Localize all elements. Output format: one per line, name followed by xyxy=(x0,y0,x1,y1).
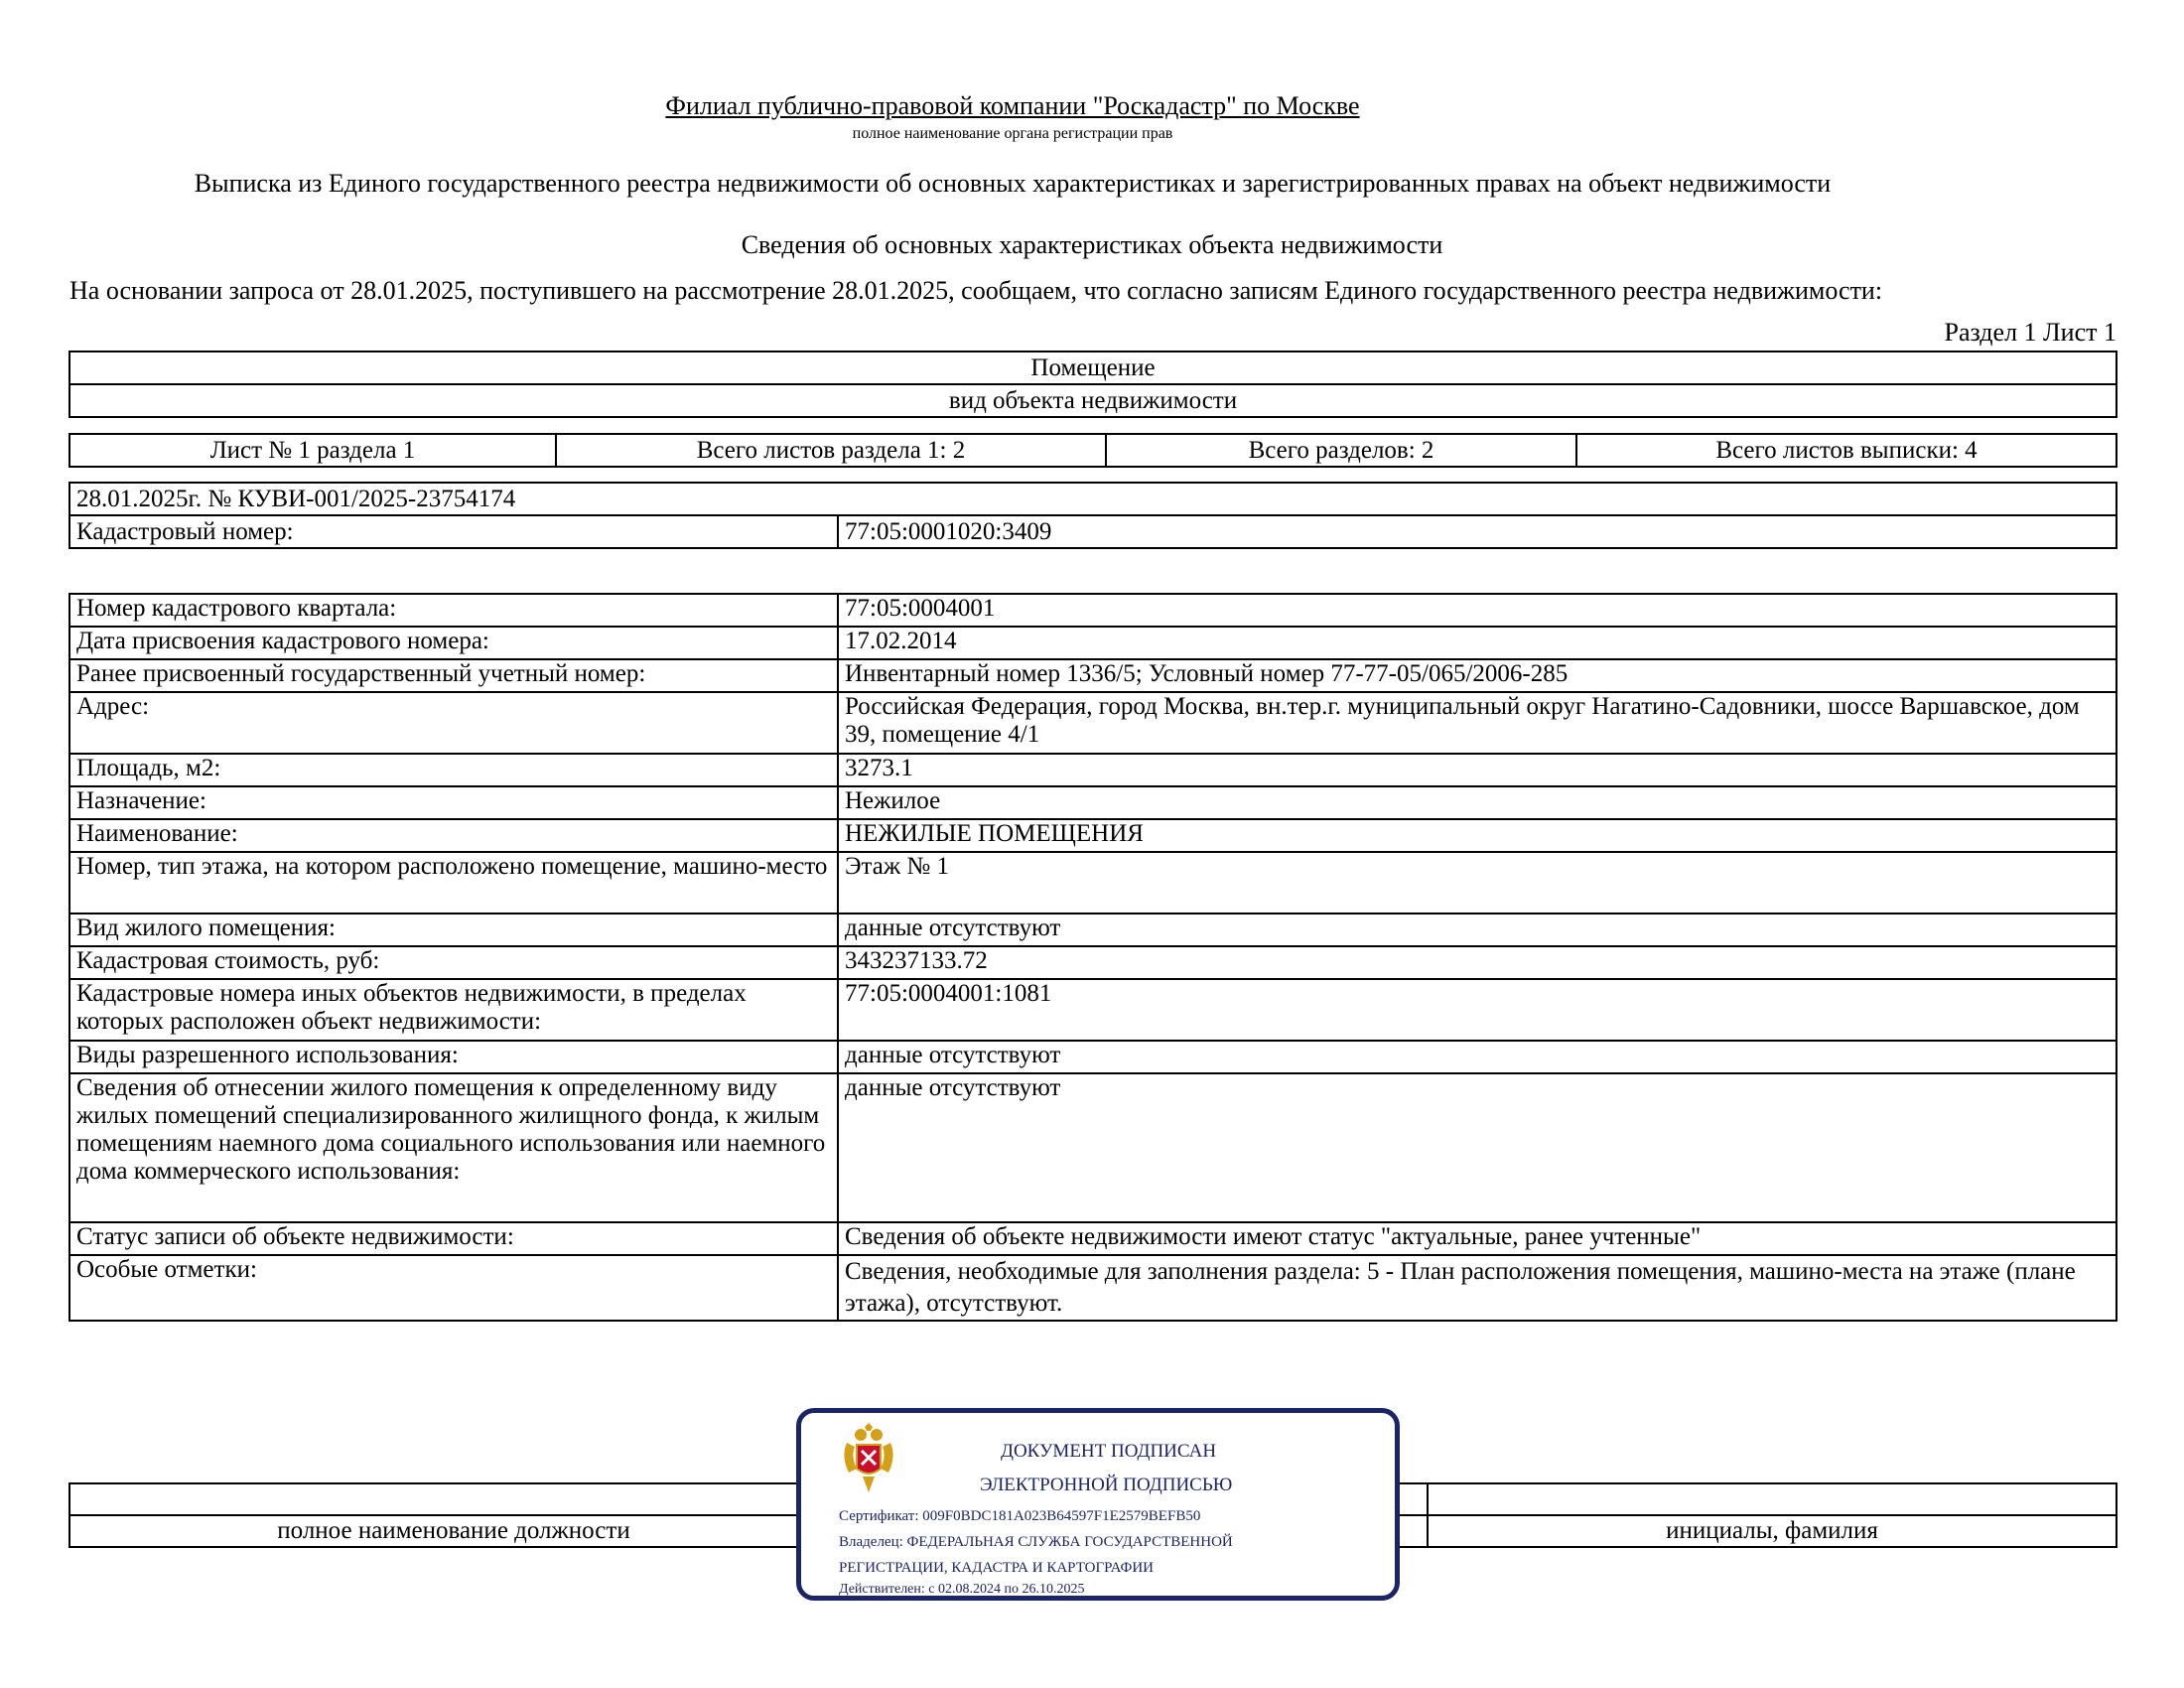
table-row: Адрес: Российская Федерация, город Москва, вн.тер.г. муниципальный округ Нагатино-Садовники, шоссе Варшавское, дом 39, помещение 4/1 xyxy=(69,692,2116,754)
document-title: Выписка из Единого государственного реестра недвижимости об основных характеристиках и зарегистрированных правах на объект недвижимости xyxy=(194,169,1832,198)
section-count: Всего разделов: 2 xyxy=(1106,434,1576,467)
section-sheet-label: Раздел 1 Лист 1 xyxy=(1944,318,2116,347)
coat-of-arms-icon xyxy=(837,1423,900,1496)
name-caption: инициалы, фамилия xyxy=(1428,1515,2116,1547)
record-number: 28.01.2025г. № КУВИ-001/2025-23754174 xyxy=(69,483,2116,515)
position-field xyxy=(69,1483,838,1515)
table-row: Номер кадастрового квартала: 77:05:0004001 xyxy=(69,594,2116,627)
table-row: Наименование: НЕЖИЛЫЕ ПОМЕЩЕНИЯ xyxy=(69,819,2116,852)
cadastral-number-value: 77:05:0001020:3409 xyxy=(838,515,2116,548)
stamp-line-1: ДОКУМЕНТ ПОДПИСАН xyxy=(1001,1441,1217,1462)
electronic-signature-stamp xyxy=(796,1408,1400,1601)
sheet-info-table xyxy=(68,433,2117,468)
characteristics-table xyxy=(68,593,2117,1322)
section-title: Сведения об основных характеристиках объекта недвижимости xyxy=(741,230,1443,259)
table-row: Сведения об отнесении жилого помещения к определенному виду жилых помещений специализированного жилищного фонда, к жилым помещениям наемного дома социального использования или наемного дома коммерческого использования: данные отсутствуют xyxy=(69,1073,2116,1222)
table-row: Площадь, м2: 3273.1 xyxy=(69,754,2116,786)
stamp-validity: Действителен: с 02.08.2024 по 26.10.2025 xyxy=(839,1582,1085,1597)
section-sheet-count: Всего листов раздела 1: 2 xyxy=(556,434,1106,467)
table-row: Вид жилого помещения: данные отсутствуют xyxy=(69,914,2116,946)
table-row: Кадастровые номера иных объектов недвижимости, в пределах которых расположен объект недвижимости: 77:05:0004001:1081 xyxy=(69,979,2116,1041)
name-field xyxy=(1428,1483,2116,1515)
stamp-owner-2: РЕГИСТРАЦИИ, КАДАСТРА И КАРТОГРАФИИ xyxy=(839,1560,1154,1576)
stamp-owner: Владелец: ФЕДЕРАЛЬНАЯ СЛУЖБА ГОСУДАРСТВЕННОЙ xyxy=(839,1534,1233,1550)
table-row: Назначение: Нежилое xyxy=(69,786,2116,819)
table-row: Дата присвоения кадастрового номера: 17.02.2014 xyxy=(69,627,2116,659)
table-row: Ранее присвоенный государственный учетный номер: Инвентарный номер 1336/5; Условный номер 77-77-05/065/2006-285 xyxy=(69,659,2116,692)
table-row: Статус записи об объекте недвижимости: Сведения об объекте недвижимости имеют статус "актуальные, ранее учтенные" xyxy=(69,1222,2116,1255)
table-row: Особые отметки: Сведения, необходимые для заполнения раздела: 5 - План расположения помещения, машино-места на этаже (плане этажа), отсутствуют. xyxy=(69,1255,2116,1321)
cadastral-number-label: Кадастровый номер: xyxy=(69,515,838,548)
organization-name: Филиал публично-правовой компании "Роскадастр" по Москве xyxy=(665,91,1360,120)
object-type-caption: вид объекта недвижимости xyxy=(69,384,2116,417)
sheet-number: Лист № 1 раздела 1 xyxy=(69,434,556,467)
extract-sheet-count: Всего листов выписки: 4 xyxy=(1576,434,2116,467)
stamp-certificate: Сертификат: 009F0BDC181A023B64597F1E2579BEFB50 xyxy=(839,1508,1201,1524)
object-type-table xyxy=(68,351,2117,418)
position-caption: полное наименование должности xyxy=(69,1515,838,1547)
record-table xyxy=(68,482,2117,549)
table-row: Виды разрешенного использования: данные отсутствуют xyxy=(69,1041,2116,1073)
basis-text: На основании запроса от 28.01.2025, поступившего на рассмотрение 28.01.2025, сообщаем, что согласно записям Единого государственного реестра недвижимости: xyxy=(69,276,1883,305)
organization-caption: полное наименование органа регистрации прав xyxy=(852,125,1173,142)
object-type-value: Помещение xyxy=(69,352,2116,384)
stamp-line-2: ЭЛЕКТРОННОЙ ПОДПИСЬЮ xyxy=(980,1475,1233,1495)
table-row: Кадастровая стоимость, руб: 343237133.72 xyxy=(69,946,2116,979)
table-row: Номер, тип этажа, на котором расположено помещение, машино-место Этаж № 1 xyxy=(69,852,2116,914)
